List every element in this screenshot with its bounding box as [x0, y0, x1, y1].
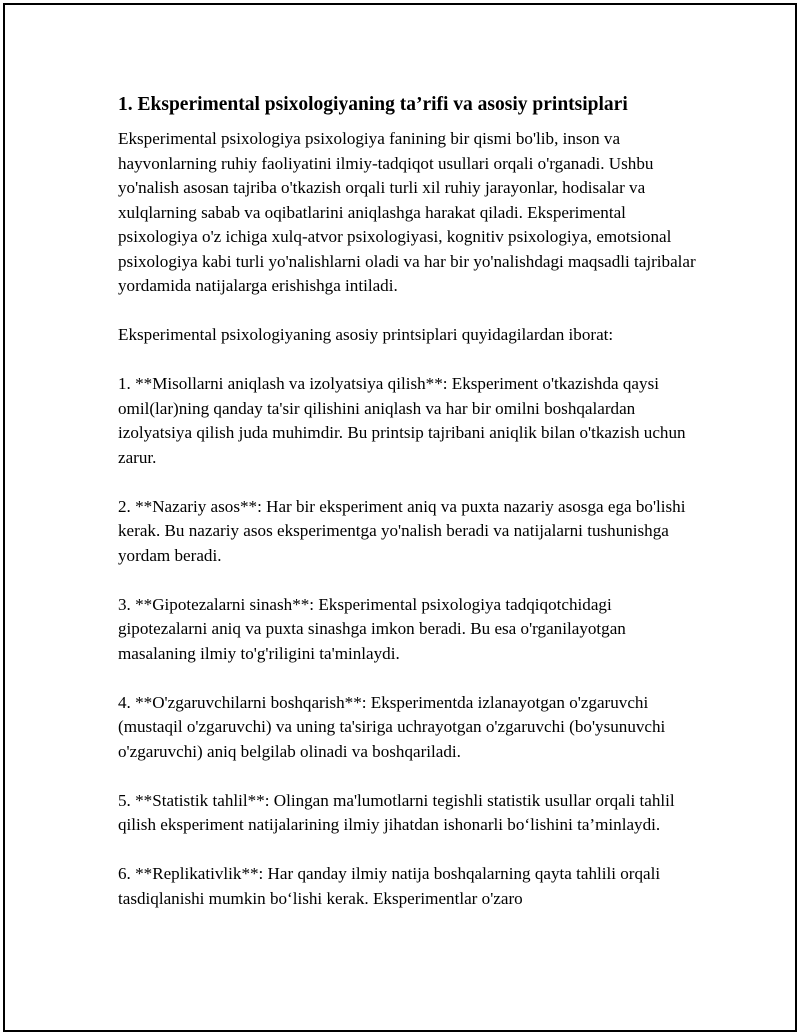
principle-item-1: 1. **Misollarni aniqlash va izolyatsiya qilish**: Eksperiment o'tkazishda qaysi omil(lar)ning qanday ta'sir qilishini aniqlash va har bir omilni boshqalardan izolyatsiya qilish juda muhimdir. Bu printsip tajribani aniqlik bilan o'tkazish uchun zarur.	[118, 374, 686, 467]
principle-item-4: 4. **O'zgaruvchilarni boshqarish**: Eksperimentda izlanayotgan o'zgaruvchi (mustaqil o'zgaruvchi) va uning ta'siriga uchrayotgan o'zgaruvchi (bo'ysunuvchi o'zgaruvchi) aniq belgilab olinadi va boshqariladi.	[118, 692, 666, 761]
principle-item-2: 2. **Nazariy asos**: Har bir eksperiment aniq va puxta nazariy asosga ega bo'lishi kerak. Bu nazariy asos eksperimentga yo'nalish beradi va natijalarni tushunishga yordam beradi.	[118, 496, 686, 565]
principles-lead-in: Eksperimental psixologiyaning asosiy printsiplari quyidagilardan iborat:	[118, 325, 614, 344]
principle-item-5: 5. **Statistik tahlil**: Olingan ma'lumotlarni tegishli statistik usullar orqali tahlil qilish eksperiment natijalarining ilmiy jihatdan ishonarli bo‘lishini ta’minlaydi.	[118, 790, 675, 834]
principle-item-6: 6. **Replikativlik**: Har qanday ilmiy natija boshqalarning qayta tahlili orqali tasdiqlanishi mumkin bo‘lishi kerak. Eksperimentlar o'zaro	[118, 864, 661, 908]
principle-item-3: 3. **Gipotezalarni sinash**: Eksperimental psixologiya tadqiqotchidagi gipotezalarni aniq va puxta sinashga imkon beradi. Bu esa o'rganilayotgan masalaning ilmiy to'g'riligini ta'minlaydi.	[118, 594, 626, 663]
intro-paragraph: Eksperimental psixologiya psixologiya fanining bir qismi bo'lib, inson va hayvonlarning ruhiy faoliyatini ilmiy-tadqiqot usullari orqali o'rganadi. Ushbu yo'nalish asosan tajriba o'tkazish orqali turli xil ruhiy jarayonlar, hodisalar va xulqlarning sabab va oqibatlarini aniqlashga harakat qiladi. Eksperimental psixologiya o'z ichiga xulq-atvor psixologiyasi, kognitiv psixologiya, emotsional psixologiya kabi turli yo'nalishlarni oladi va har bir yo'nalishdagi maqsadli tajribalar yordamida natijalarga erishishga intiladi.	[118, 129, 696, 295]
section-title: 1. Eksperimental psixologiyaning ta’rifi va asosiy printsiplari	[118, 94, 628, 115]
document-body	[118, 91, 698, 936]
